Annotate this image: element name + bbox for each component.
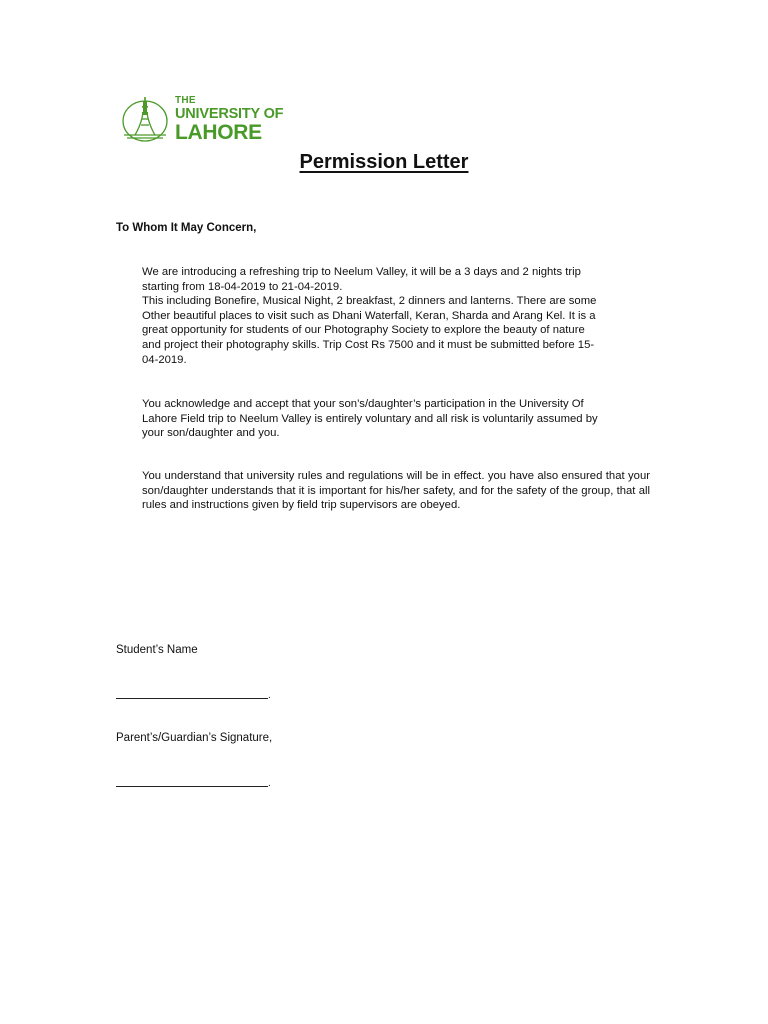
paragraph-acknowledgement xyxy=(142,397,617,441)
page-title xyxy=(0,151,768,174)
paragraph-text: You acknowledge and accept that your son’s/daughter’s participation in the University Of Lahore Field trip to Neelum Valley is entirely voluntary and all risk is voluntarily assumed by your son/daughter and you. xyxy=(142,398,598,440)
university-name xyxy=(175,96,283,143)
page-title-text: Permission Letter xyxy=(299,151,469,173)
paragraph-rules xyxy=(142,469,650,513)
guardian-signature-line-end: . xyxy=(268,778,271,789)
logo-line-the: THE xyxy=(175,95,196,106)
paragraph-text: We are introducing a refreshing trip to Neelum Valley, it will be a 3 days and 2 nights trip starting from 18-04-2019 to 21-04-2019. This including Bonefire, Musical Night, 2 breakfast, 2 dinners and lanterns. There are some Other beautiful places to visit such as Dhani Waterfall, Keran, Sharda and Arang Kel. It is a great opportunity for students of our Photography Society to explore the beauty of nature and project their photography skills. Trip Cost Rs 7500 and it must be submitted before 15-04-2019. xyxy=(142,266,597,366)
minar-tower-emblem-icon xyxy=(121,95,173,143)
paragraph-text: You understand that university rules and regulations will be in effect. you have also ensured that your son/daughter understands that it is important for his/her safety, and for the safety of the group, that all rules and instructions given by field trip supervisors are obeyed. xyxy=(142,470,650,512)
salutation: To Whom It May Concern, xyxy=(116,222,257,234)
student-name-line xyxy=(116,698,268,699)
logo-line-university: UNIVERSITY OF xyxy=(175,106,284,122)
student-name-label: Student’s Name xyxy=(116,644,198,656)
logo-line-lahore: LAHORE xyxy=(175,120,262,144)
guardian-signature-line xyxy=(116,786,268,787)
university-logo xyxy=(121,95,291,145)
guardian-signature-label: Parent’s/Guardian’s Signature, xyxy=(116,732,273,744)
paragraph-trip-details xyxy=(142,265,602,367)
student-name-line-end: . xyxy=(268,690,271,701)
